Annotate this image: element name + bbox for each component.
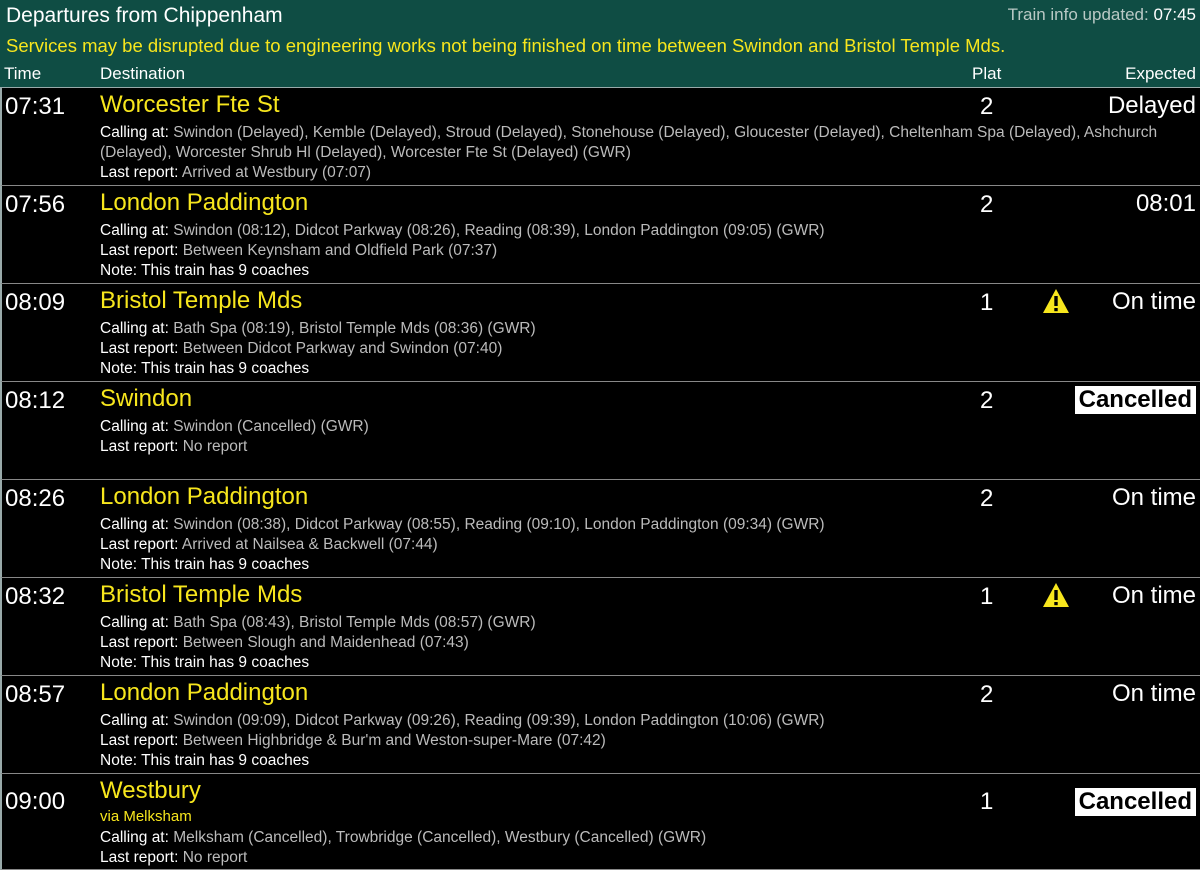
departure-details [100,417,1195,457]
last-report-text: Between Slough and Maidenhead (07:43) [182,634,469,651]
departure-platform: 1 [980,583,994,610]
departure-time: 08:57 [5,681,66,708]
last-report [100,731,1195,751]
calling-at-stations: Swindon (08:38), Didcot Parkway (08:55), Reading (09:10), London Paddington (09:34) (GWR) [173,516,825,533]
departure-details [100,221,1195,281]
departure-platform: 2 [980,387,994,414]
departure-destination: Worcester Fte St [100,91,280,118]
departure-details [100,613,1195,673]
departure-expected: On time [1111,288,1196,315]
departure-destination: Bristol Temple Mds [100,581,303,608]
calling-at-stations: Bath Spa (08:43), Bristol Temple Mds (08:57) (GWR) [173,614,536,631]
departure-platform: 1 [980,788,994,815]
departure-expected: Cancelled [1075,788,1196,816]
departure-expected: 08:01 [1135,190,1196,217]
departure-time: 07:31 [5,93,66,120]
departure-row [0,774,1200,870]
last-report-text: Arrived at Nailsea & Backwell (07:44) [181,536,438,553]
train-note: Note: This train has 9 coaches [100,752,310,769]
departure-time: 09:00 [5,788,66,815]
calling-at-stations: Bath Spa (08:19), Bristol Temple Mds (08:36) (GWR) [173,320,536,337]
last-report [100,339,1195,359]
column-header-destination: Destination [100,64,186,83]
column-header-time: Time [4,64,42,83]
departure-time: 08:09 [5,289,66,316]
calling-at-stations: Swindon (09:09), Didcot Parkway (09:26), Reading (09:39), London Paddington (10:06) (GWR) [173,712,825,729]
last-report [100,241,1195,261]
departure-destination: London Paddington [100,679,309,706]
departures-list [0,88,1200,870]
updated-label: Train info updated: [1007,5,1149,24]
last-report-text: Between Didcot Parkway and Swindon (07:40) [182,340,503,357]
calling-at [100,319,1195,339]
train-note: Note: This train has 9 coaches [100,556,310,573]
train-note: Note: This train has 9 coaches [100,654,310,671]
last-report-label: Last report: [100,242,179,259]
calling-at [100,828,1195,848]
warning-icon [1042,288,1070,319]
departure-expected: Cancelled [1075,386,1196,414]
departure-time: 07:56 [5,191,66,218]
warning-icon [1042,582,1070,613]
last-report [100,163,1195,183]
calling-at-label: Calling at: [100,320,169,337]
departure-via: via Melksham [100,808,192,825]
departure-time: 08:26 [5,485,66,512]
last-report-label: Last report: [100,340,179,357]
calling-at-stations: Swindon (08:12), Didcot Parkway (08:26), Reading (08:39), London Paddington (09:05) (GWR) [173,222,825,239]
train-note: Note: This train has 9 coaches [100,360,310,377]
calling-at [100,417,1195,437]
calling-at [100,221,1195,241]
calling-at [100,123,1195,163]
departure-time: 08:12 [5,387,66,414]
last-report [100,633,1195,653]
updated-time: 07:45 [1153,5,1196,24]
last-report [100,535,1195,555]
last-report-text: Arrived at Westbury (07:07) [181,164,372,181]
calling-at [100,711,1195,731]
calling-at [100,613,1195,633]
calling-at-label: Calling at: [100,614,169,631]
last-report-label: Last report: [100,438,179,455]
calling-at-label: Calling at: [100,829,169,846]
column-header-plat: Plat [972,64,1002,83]
departure-expected: Delayed [1107,92,1196,119]
calling-at-label: Calling at: [100,712,169,729]
departure-destination: Bristol Temple Mds [100,287,303,314]
departure-row [0,382,1200,480]
departure-expected: On time [1111,484,1196,511]
calling-at-label: Calling at: [100,222,169,239]
departure-details [100,123,1195,183]
departure-platform: 2 [980,681,994,708]
departure-destination: Westbury [100,777,201,804]
departure-row [0,676,1200,774]
departure-row [0,480,1200,578]
departure-expected: On time [1111,582,1196,609]
last-report-label: Last report: [100,536,179,553]
calling-at-label: Calling at: [100,418,169,435]
departure-platform: 2 [980,93,994,120]
disruption-notice: Services may be disrupted due to engineering works not being finished on time between Swindon and Bristol Temple Mds. [6,35,1006,56]
last-report-label: Last report: [100,732,179,749]
last-report-label: Last report: [100,849,179,866]
calling-at [100,515,1195,535]
last-report-text: No report [182,438,248,455]
departure-destination: Swindon [100,385,193,412]
departure-row [0,186,1200,284]
departure-destination: London Paddington [100,189,309,216]
departure-platform: 2 [980,485,994,512]
last-report-text: Between Highbridge & Bur'm and Weston-super-Mare (07:42) [182,732,606,749]
departure-platform: 2 [980,191,994,218]
updated-status [1008,5,1196,25]
board-header [0,0,1200,88]
last-report [100,848,1195,868]
last-report [100,437,1195,457]
page-title: Departures from Chippenham [6,4,283,27]
departure-details [100,515,1195,575]
column-header-expected: Expected [1125,64,1196,83]
departure-platform: 1 [980,289,994,316]
departure-details [100,319,1195,379]
last-report-label: Last report: [100,634,179,651]
departure-row [0,88,1200,186]
departure-details [100,828,1195,868]
calling-at-label: Calling at: [100,124,169,141]
departure-time: 08:32 [5,583,66,610]
calling-at-label: Calling at: [100,516,169,533]
departure-expected: On time [1111,680,1196,707]
departure-row [0,578,1200,676]
calling-at-stations: Melksham (Cancelled), Trowbridge (Cancelled), Westbury (Cancelled) (GWR) [173,829,707,846]
departure-details [100,711,1195,771]
departure-row [0,284,1200,382]
last-report-label: Last report: [100,164,179,181]
last-report-text: No report [182,849,248,866]
calling-at-stations: Swindon (Cancelled) (GWR) [173,418,369,435]
last-report-text: Between Keynsham and Oldfield Park (07:37) [182,242,498,259]
calling-at-stations: Swindon (Delayed), Kemble (Delayed), Stroud (Delayed), Stonehouse (Delayed), Gloucester (Delayed), Cheltenham Spa (Delayed), Ashchurch (Delayed), Worcester Shrub Hl (Delayed), Worcester Fte St (Delayed) (GWR) [100,124,1158,161]
departure-destination: London Paddington [100,483,309,510]
train-note: Note: This train has 9 coaches [100,262,310,279]
